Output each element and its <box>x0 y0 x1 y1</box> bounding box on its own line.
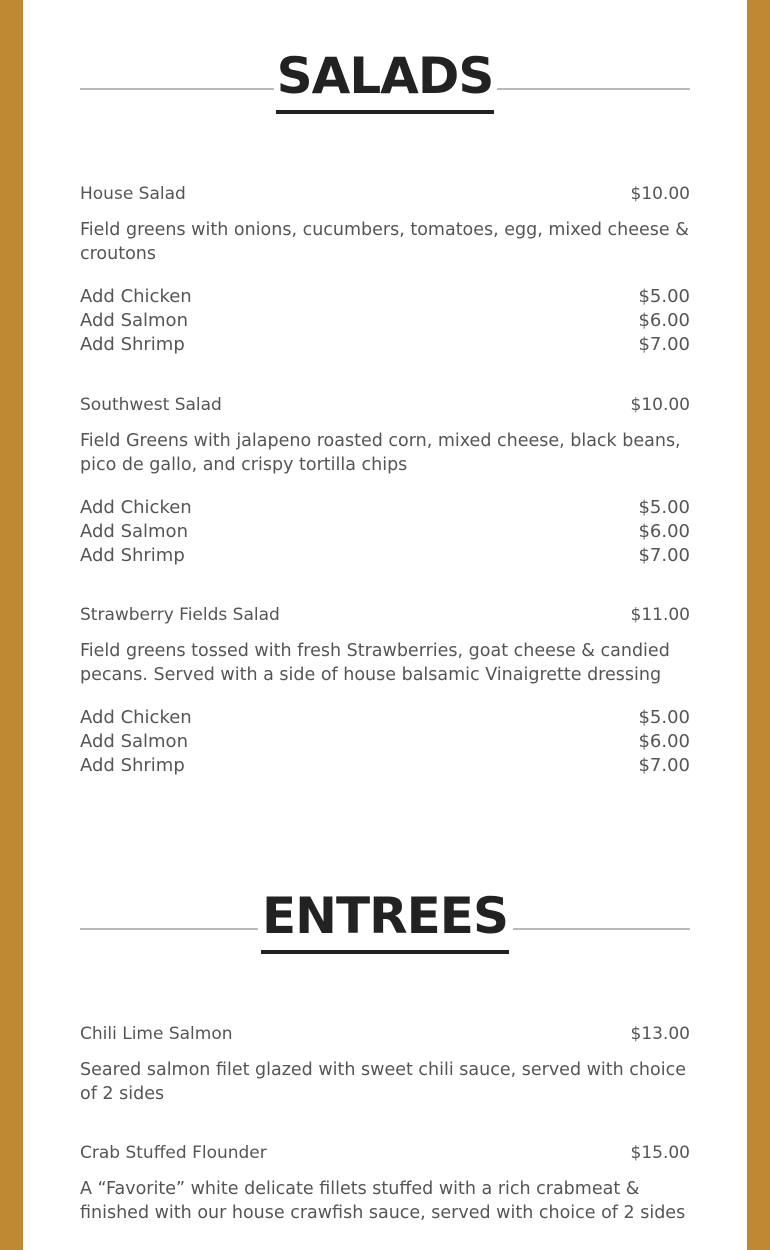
addon-name: Add Chicken <box>80 286 192 307</box>
addon-row <box>80 333 690 357</box>
item-description: Field greens tossed with fresh Strawberries, goat cheese & candied pecans. Served with a side of house balsamic Vinaigrette dressing <box>80 641 670 685</box>
addon-row <box>80 309 690 333</box>
addon-price: $7.00 <box>638 334 690 355</box>
addon-name: Add Shrimp <box>80 334 185 355</box>
item-name: Strawberry Fields Salad <box>80 605 280 625</box>
item-price: $10.00 <box>630 395 690 415</box>
addon-price: $5.00 <box>638 286 690 307</box>
item-name: Southwest Salad <box>80 395 222 415</box>
item-name: Crab Stuffed Flounder <box>80 1143 267 1163</box>
entrees-section-title: ENTREES <box>261 888 509 954</box>
item-description: A “Favorite” white delicate fillets stuffed with a rich crabmeat & finished with our house crawfish sauce, served with choice of 2 sides <box>80 1179 686 1223</box>
item-description: Field Greens with jalapeno roasted corn, mixed cheese, black beans, pico de gallo, and crispy tortilla chips <box>80 431 681 475</box>
menu-item-strawberry-fields-salad <box>80 603 690 778</box>
item-description: Seared salmon filet glazed with sweet chili sauce, served with choice of 2 sides <box>80 1060 686 1104</box>
addon-price: $5.00 <box>638 707 690 728</box>
addon-row <box>80 730 690 754</box>
salads-section-title: SALADS <box>276 48 495 114</box>
addon-list <box>80 706 690 778</box>
item-price: $15.00 <box>630 1143 690 1163</box>
addon-list <box>80 496 690 568</box>
entrees-section-header <box>80 888 690 968</box>
item-price: $13.00 <box>630 1024 690 1044</box>
addon-row <box>80 706 690 730</box>
addon-row <box>80 754 690 778</box>
item-price: $10.00 <box>630 184 690 204</box>
item-description: Field greens with onions, cucumbers, tomatoes, egg, mixed cheese & croutons <box>80 220 689 264</box>
menu-item-house-salad <box>80 182 690 357</box>
addon-row <box>80 496 690 520</box>
addon-name: Add Shrimp <box>80 545 185 566</box>
addon-row <box>80 285 690 309</box>
menu-page <box>23 0 747 1250</box>
item-name: Chili Lime Salmon <box>80 1024 233 1044</box>
menu-item-crab-stuffed-flounder <box>80 1141 690 1225</box>
item-price: $11.00 <box>630 605 690 625</box>
addon-price: $7.00 <box>638 755 690 776</box>
addon-name: Add Chicken <box>80 707 192 728</box>
addon-name: Add Salmon <box>80 521 188 542</box>
addon-row <box>80 544 690 568</box>
addon-price: $5.00 <box>638 497 690 518</box>
addon-name: Add Salmon <box>80 731 188 752</box>
addon-row <box>80 520 690 544</box>
item-name: House Salad <box>80 184 186 204</box>
salads-section-header <box>80 48 690 128</box>
menu-item-southwest-salad <box>80 393 690 568</box>
menu-item-chili-lime-salmon <box>80 1022 690 1106</box>
addon-name: Add Salmon <box>80 310 188 331</box>
addon-name: Add Chicken <box>80 497 192 518</box>
addon-price: $7.00 <box>638 545 690 566</box>
addon-price: $6.00 <box>638 521 690 542</box>
addon-name: Add Shrimp <box>80 755 185 776</box>
addon-price: $6.00 <box>638 731 690 752</box>
addon-price: $6.00 <box>638 310 690 331</box>
addon-list <box>80 285 690 357</box>
